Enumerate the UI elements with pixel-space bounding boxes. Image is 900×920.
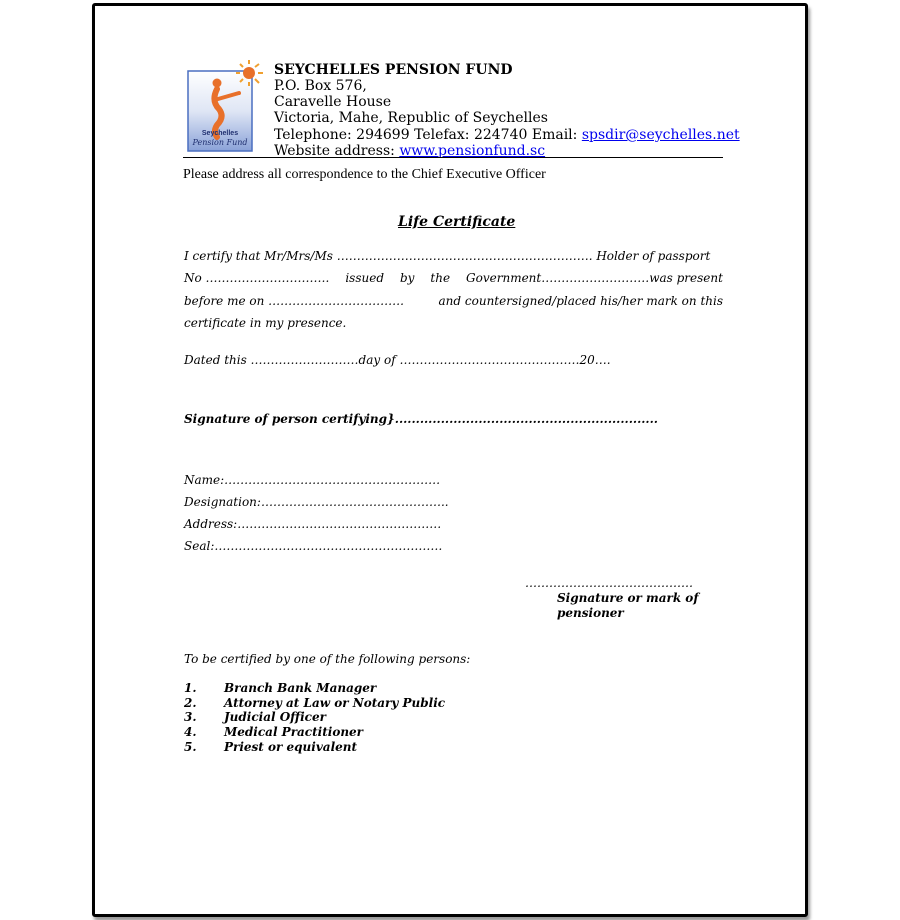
- word-the: the: [430, 271, 451, 285]
- svg-text:Pension Fund: Pension Fund: [192, 138, 248, 147]
- list-item: Branch Bank Manager: [224, 681, 377, 695]
- po-box: P.O. Box 576,: [274, 78, 367, 94]
- pensioner-signature-label-2: pensioner: [557, 606, 624, 620]
- certify-line-3: [184, 294, 723, 308]
- list-item-number: 4.: [184, 725, 197, 739]
- list-item-number: 2.: [184, 696, 197, 710]
- location: Victoria, Mahe, Republic of Seychelles: [274, 110, 548, 126]
- name-field: Name:………………………………………………: [184, 473, 441, 487]
- certify-text-1: I certify that Mr/Mrs/Ms ………………………………………………………. Holder of passport: [184, 249, 711, 263]
- certified-by-intro: To be certified by one of the following persons:: [184, 652, 471, 666]
- list-item: Priest or equivalent: [224, 740, 358, 754]
- pensioner-signature-label-1: Signature or mark of: [557, 591, 699, 605]
- passport-number-blank: No ………………………….: [184, 271, 330, 285]
- certify-line-2: [184, 271, 723, 285]
- email-link[interactable]: spsdir@seychelles.net: [581, 127, 740, 143]
- intro-text: Please address all correspondence to the Chief Executive Officer: [183, 167, 546, 182]
- countersigned-text: and countersigned/placed his/her mark on this: [438, 294, 723, 308]
- pensioner-signature-blank: ……………………………………: [525, 576, 693, 590]
- certify-line-4: certificate in my presence.: [184, 316, 347, 330]
- pension-fund-logo: [187, 59, 267, 154]
- list-item-number: 1.: [184, 681, 197, 695]
- website-link[interactable]: www.pensionfund.sc: [399, 143, 546, 159]
- signature-certifying-line: Signature of person certifying}...............................................................: [184, 412, 658, 426]
- website-label: Website address:: [274, 143, 400, 159]
- header-divider: [183, 157, 723, 158]
- dated-line: Dated this ………………………day of ………………………………………20….: [184, 353, 611, 367]
- phone-fax: Telephone: 294699 Telefax: 224740 Email:: [274, 127, 582, 143]
- certify-line-1: [184, 249, 723, 263]
- word-by: by: [399, 271, 415, 285]
- contact-line: [274, 127, 740, 143]
- svg-text:Seychelles: Seychelles: [201, 130, 239, 137]
- list-item-number: 3.: [184, 710, 197, 724]
- document-title: Life Certificate: [398, 214, 516, 230]
- building: Caravelle House: [274, 94, 392, 110]
- government-blank: Government………………………was present: [466, 271, 723, 285]
- list-item: Judicial Officer: [224, 710, 326, 724]
- list-item-number: 5.: [184, 740, 197, 754]
- date-present-blank: before me on …………………………….: [184, 294, 404, 308]
- list-item: Medical Practitioner: [224, 725, 364, 739]
- word-issued: issued: [345, 271, 384, 285]
- address-field: Address:……………………………………………: [184, 517, 442, 531]
- designation-field: Designation:………………………………………..: [184, 495, 449, 509]
- list-item: Attorney at Law or Notary Public: [224, 696, 446, 710]
- org-name: SEYCHELLES PENSION FUND: [274, 62, 513, 78]
- seal-field: Seal:…………………………………………………: [184, 539, 443, 553]
